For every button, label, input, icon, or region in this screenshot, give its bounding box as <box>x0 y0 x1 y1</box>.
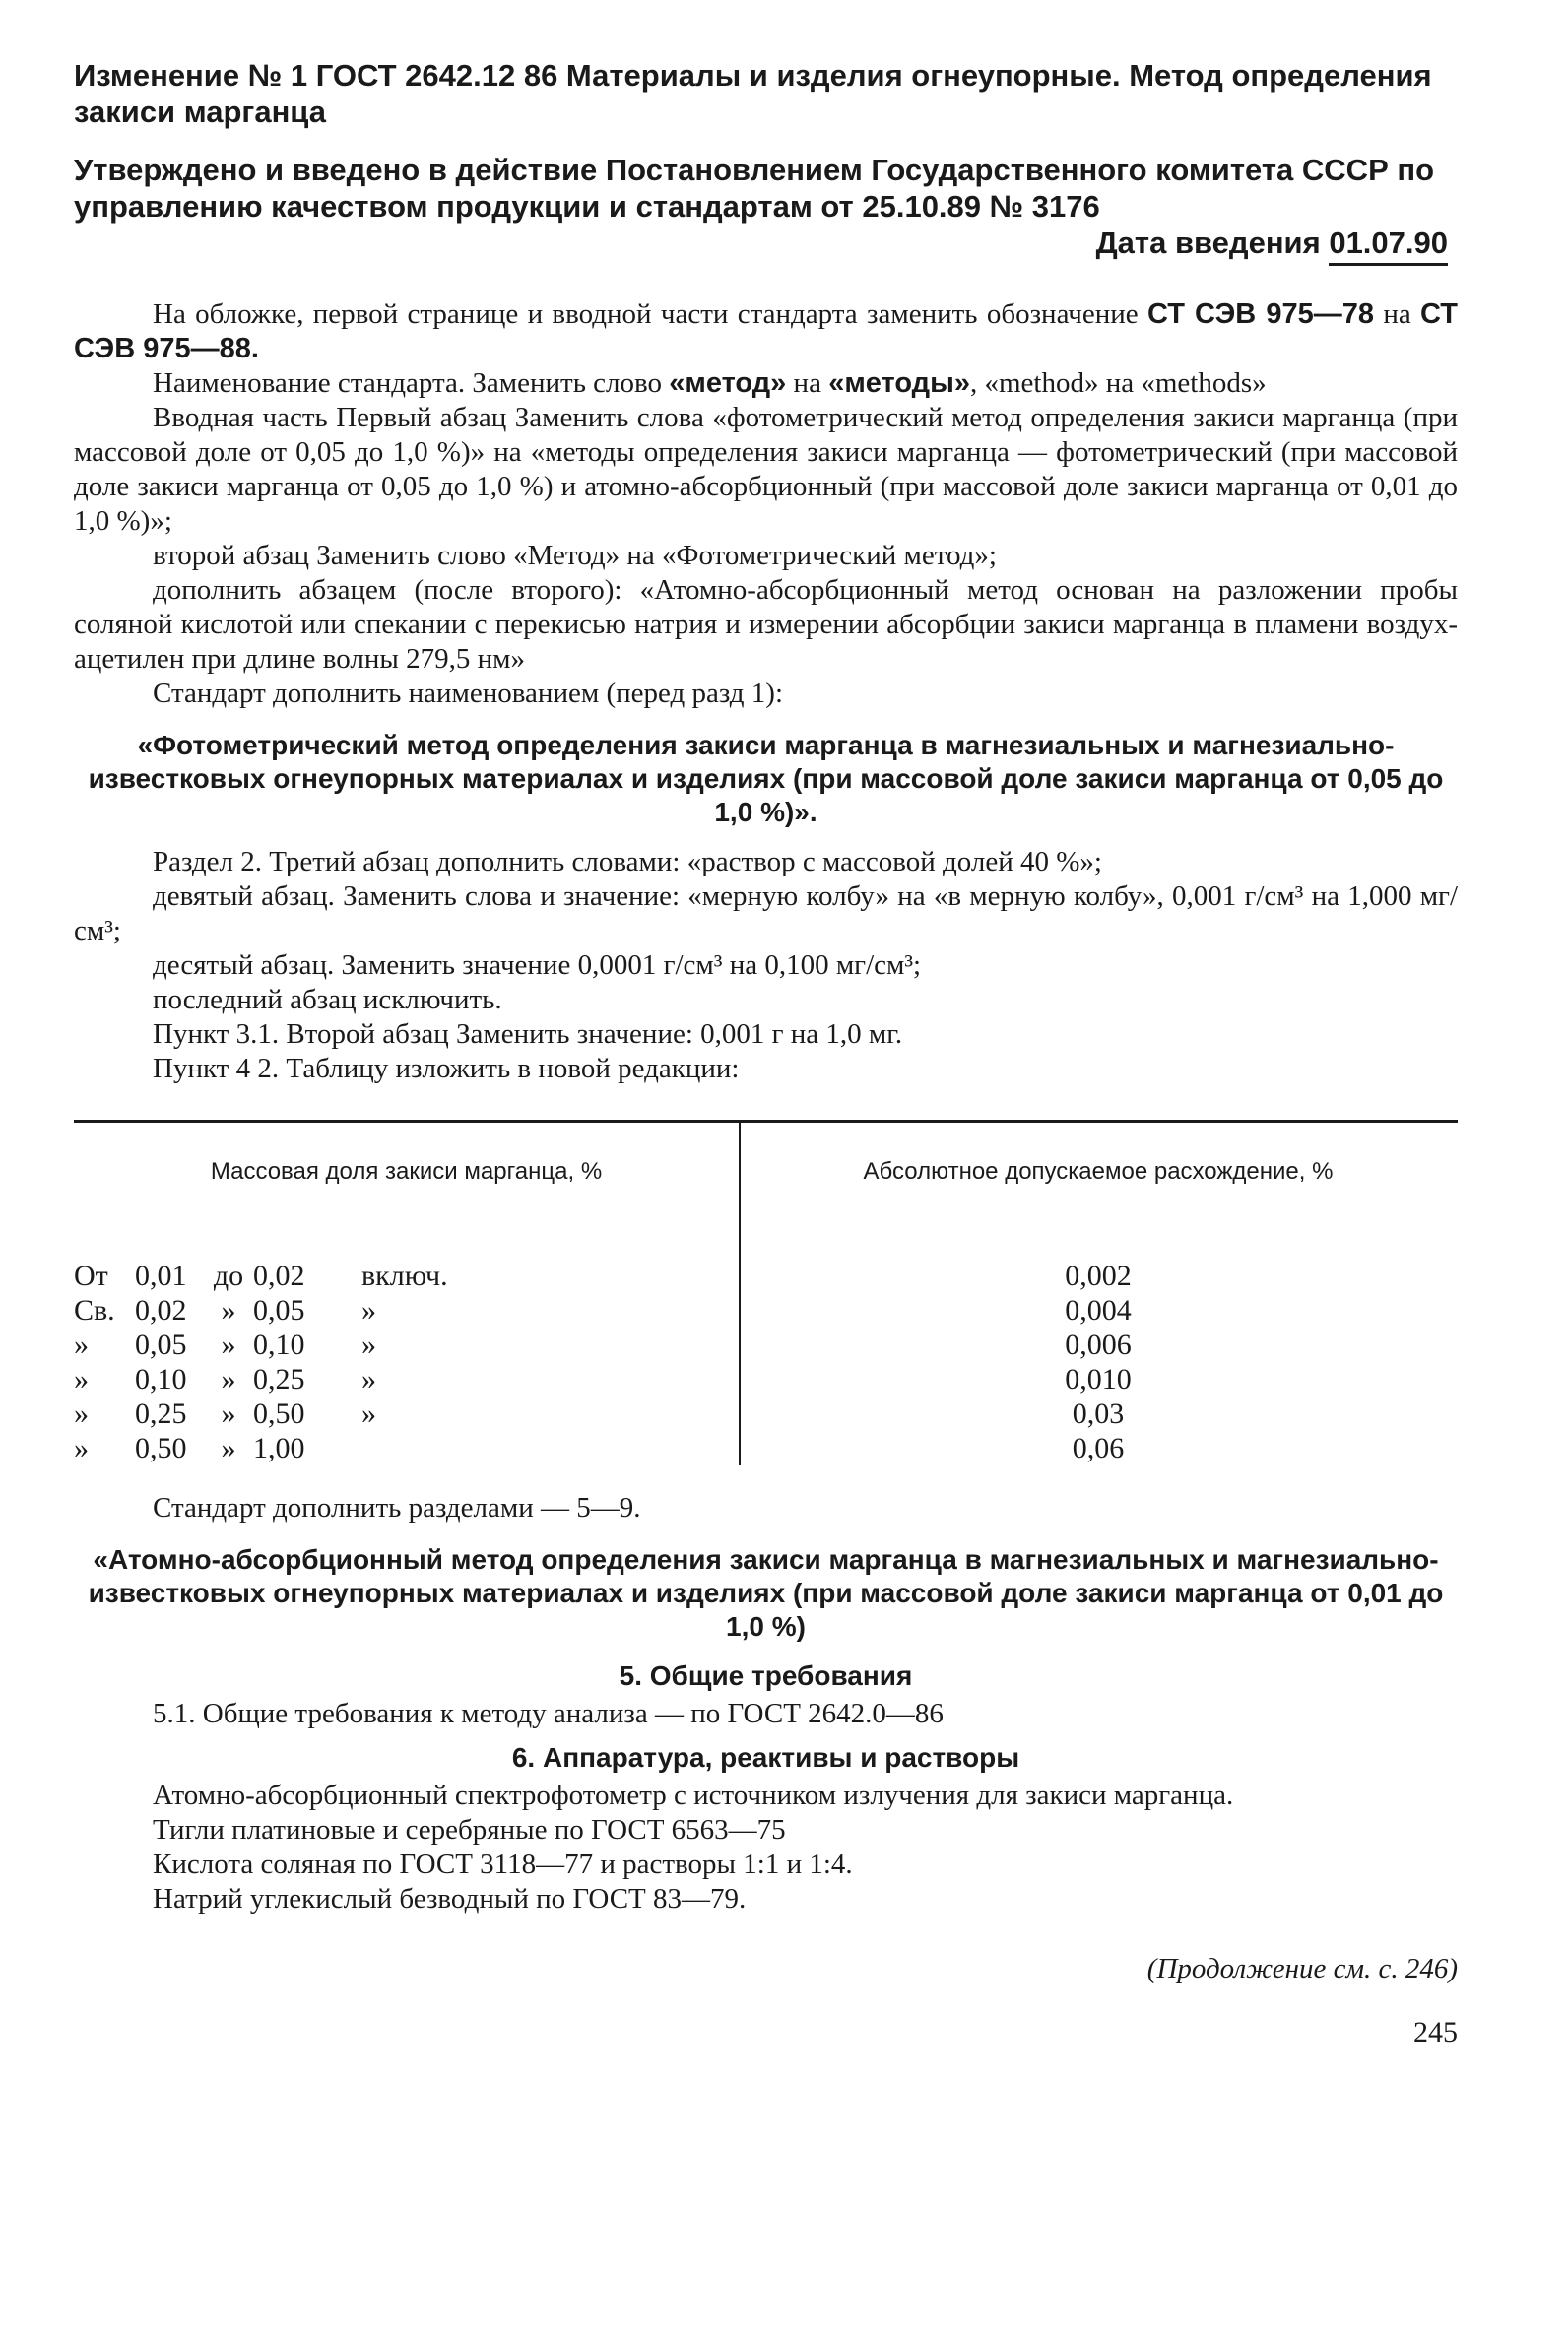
paragraph-spectrophotometer: Атомно-абсорбционный спектрофотометр с источником излучения для закиси марганца. <box>153 1780 1234 1811</box>
tolerance-value: 0,010 <box>1065 1363 1132 1396</box>
range-prefix: » <box>74 1397 89 1430</box>
table-row <box>74 1293 1458 1328</box>
tolerance-value: 0,004 <box>1065 1294 1132 1327</box>
table-row <box>74 1259 1458 1293</box>
continuation-note: (Продолжение см. с. 246) <box>1146 1953 1458 1984</box>
paragraph-designation: На обложке, первой странице и вводной части стандарта заменить обозначение СТ СЭВ 975—78 на СТ СЭВ 975—88. <box>74 298 1458 364</box>
paragraph-section2: Раздел 2. Третий абзац дополнить словами: «раствор с массовой долей 40 %»; <box>153 846 1102 877</box>
range-connector: » <box>221 1397 236 1430</box>
range-to: 0,10 <box>253 1329 305 1361</box>
paragraph-tenth: десятый абзац. Заменить значение 0,0001 г/см³ на 0,100 мг/см³; <box>153 949 922 981</box>
range-suffix <box>342 1431 657 1465</box>
range-suffix: включ. <box>361 1260 448 1292</box>
table-row <box>74 1328 1458 1362</box>
tolerance-table <box>74 1120 1458 1465</box>
range-connector: » <box>221 1432 236 1464</box>
table-row <box>74 1396 1458 1431</box>
table-header-mass-fraction: Массовая доля закиси марганца, % <box>210 1157 603 1185</box>
range-suffix: » <box>361 1397 376 1430</box>
range-prefix: » <box>74 1432 89 1464</box>
document-page <box>74 57 1458 2079</box>
paragraph-sodium: Натрий углекислый безводный по ГОСТ 83—79. <box>153 1883 747 1915</box>
tolerance-value: 0,006 <box>1065 1329 1132 1361</box>
range-to: 0,02 <box>253 1260 305 1292</box>
heading-atomic-absorption: «Атомно-абсорбционный метод определения закиси марганца в магнезиальных и магнезиально-известковых огнеупорных материалах и изделиях (при массовой доле закиси марганца от 0,01 до 1,0 %) <box>88 1544 1444 1642</box>
table-header-tolerance: Абсолютное допускаемое расхождение, % <box>863 1157 1334 1185</box>
range-connector: » <box>221 1329 236 1361</box>
range-suffix: » <box>361 1363 376 1396</box>
paragraph-add-sections: Стандарт дополнить разделами — 5—9. <box>153 1492 641 1524</box>
range-to: 0,05 <box>253 1294 305 1327</box>
range-prefix: » <box>74 1363 89 1396</box>
page-number: 245 <box>1413 2016 1458 2048</box>
document-title: Изменение № 1 ГОСТ 2642.12 86 Материалы и изделия огнеупорные. Метод определения закиси марганца <box>74 58 1432 129</box>
approval-statement: Утверждено и введено в действие Постановлением Государственного комитета СССР по управлению качеством продукции и стандартам от 25.10.89 № 3176 <box>74 153 1435 224</box>
range-suffix: » <box>361 1329 376 1361</box>
paragraph-3-1: Пункт 3.1. Второй абзац Заменить значение: 0,001 г на 1,0 мг. <box>153 1018 903 1050</box>
paragraph-ninth: девятый абзац. Заменить слова и значение: «мерную колбу» на «в мерную колбу», 0,001 г/см³ на 1,000 мг/см³; <box>74 880 1458 946</box>
mass-fraction-range <box>74 1293 739 1328</box>
effective-date <box>74 225 1448 266</box>
paragraph-4-2: Пункт 4 2. Таблицу изложить в новой редакции: <box>153 1053 740 1084</box>
table-row <box>74 1362 1458 1396</box>
mass-fraction-range <box>74 1396 739 1431</box>
range-from: 0,50 <box>135 1432 187 1464</box>
section-5-heading: 5. Общие требования <box>619 1660 913 1691</box>
range-connector: » <box>221 1363 236 1396</box>
paragraph-5-1: 5.1. Общие требования к методу анализа — по ГОСТ 2642.0—86 <box>153 1698 944 1729</box>
range-from: 0,05 <box>135 1329 187 1361</box>
table-body <box>74 1219 1458 1465</box>
paragraph-add: дополнить абзацем (после второго): «Атомно-абсорбционный метод основан на разложении пробы соляной кислотой или спекании с перекисью натрия и измерении абсорбции закиси марганца в пламени воздух-ацетилен при длине волны 279,5 нм» <box>74 574 1458 675</box>
mass-fraction-range <box>74 1362 739 1396</box>
heading-photometric: «Фотометрический метод определения закиси марганца в магнезиальных и магнезиально-известковых огнеупорных материалах и изделиях (при массовой доле закиси марганца от 0,05 до 1,0 %)». <box>88 730 1444 827</box>
paragraph-intro: Вводная часть Первый абзац Заменить слова «фотометрический метод определения закиси марганца (при массовой доле от 0,05 до 1,0 %)» на «методы определения закиси марганца — фотометрический (при массовой доле закиси марганца от 0,05 до 1,0 %) и атомно-абсорбционный (при массовой доле закиси марганца от 0,01 до 1,0 %)»; <box>74 402 1458 537</box>
paragraph-second: второй абзац Заменить слово «Метод» на «Фотометрический метод»; <box>153 540 997 571</box>
table-row <box>74 1431 1458 1465</box>
range-to: 1,00 <box>253 1432 305 1464</box>
paragraph-name: Наименование стандарта. Заменить слово «метод» на «методы», «method» на «methods» <box>153 367 1267 399</box>
range-prefix: От <box>74 1260 108 1292</box>
range-prefix: » <box>74 1329 89 1361</box>
tolerance-value: 0,06 <box>1072 1432 1125 1464</box>
range-from: 0,01 <box>135 1260 187 1292</box>
range-from: 0,10 <box>135 1363 187 1396</box>
range-prefix: Св. <box>74 1294 115 1327</box>
date-value: 01.07.90 <box>1329 225 1448 266</box>
table-header-row <box>74 1123 1458 1219</box>
paragraph-last: последний абзац исключить. <box>153 984 502 1015</box>
paragraph-acid: Кислота соляная по ГОСТ 3118—77 и растворы 1:1 и 1:4. <box>153 1849 853 1880</box>
paragraph-add-name: Стандарт дополнить наименованием (перед разд 1): <box>153 678 784 709</box>
range-from: 0,25 <box>135 1397 187 1430</box>
range-to: 0,25 <box>253 1363 305 1396</box>
document-body <box>74 297 1458 2049</box>
range-from: 0,02 <box>135 1294 187 1327</box>
tolerance-value: 0,002 <box>1065 1260 1132 1292</box>
date-label: Дата введения <box>1095 226 1321 260</box>
mass-fraction-range <box>74 1259 739 1293</box>
mass-fraction-range <box>74 1328 739 1362</box>
table-column-divider <box>739 1120 741 1465</box>
range-connector: до <box>213 1260 244 1292</box>
mass-fraction-range <box>74 1431 739 1465</box>
range-to: 0,50 <box>253 1397 305 1430</box>
paragraph-crucibles: Тигли платиновые и серебряные по ГОСТ 6563—75 <box>153 1814 786 1846</box>
section-6-heading: 6. Аппаратура, реактивы и растворы <box>511 1742 1020 1773</box>
tolerance-value: 0,03 <box>1072 1397 1125 1430</box>
range-connector: » <box>221 1294 236 1327</box>
range-suffix: » <box>361 1294 376 1327</box>
